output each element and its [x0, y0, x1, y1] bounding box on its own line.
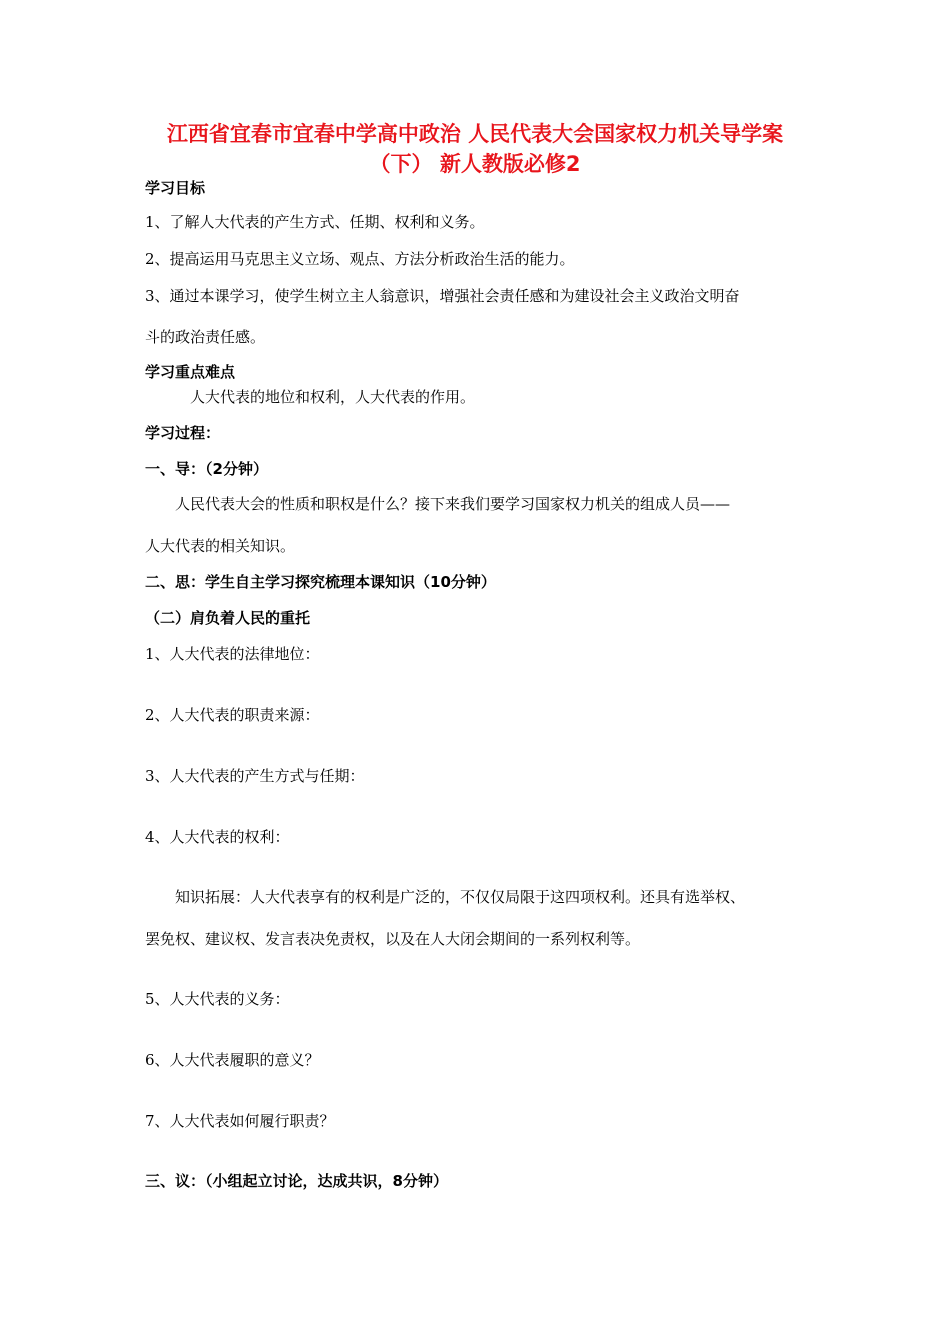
knowledge-extension-line1: 知识拓展：人大代表享有的权利是广泛的，不仅仅局限于这四项权利。还具有选举权、 [175, 888, 746, 906]
key-points-text: 人大代表的地位和权利，人大代表的作用。 [190, 388, 476, 406]
step1-text-line2: 人大代表的相关知识。 [145, 537, 296, 555]
step3-heading: 三、议：（小组起立讨论，达成共识，8分钟） [145, 1172, 448, 1190]
objective-item-2: 2、提高运用马克思主义立场、观点、方法分析政治生活的能力。 [145, 250, 575, 268]
question-7: 7、人大代表如何履行职责？ [145, 1112, 335, 1130]
objectives-heading: 学习目标 [145, 179, 206, 197]
question-2: 2、人大代表的职责来源： [145, 706, 320, 724]
question-4: 4、人大代表的权利： [145, 828, 290, 846]
objective-item-1: 1、了解人大代表的产生方式、任期、权利和义务。 [145, 213, 485, 231]
question-5: 5、人大代表的义务： [145, 990, 290, 1008]
objective-item-3-cont: 斗的政治责任感。 [145, 328, 266, 346]
question-6: 6、人大代表履职的意义？ [145, 1051, 320, 1069]
objective-item-3: 3、通过本课学习，使学生树立主人翁意识，增强社会责任感和为建设社会主义政治文明奋 [145, 287, 740, 305]
step2-subheading: （二）肩负着人民的重托 [145, 609, 311, 627]
process-heading: 学习过程： [145, 424, 221, 442]
key-points-heading: 学习重点难点 [145, 363, 236, 381]
knowledge-extension-line2: 罢免权、建议权、发言表决免责权，以及在人大闭会期间的一系列权利等。 [145, 930, 641, 948]
question-1: 1、人大代表的法律地位： [145, 645, 320, 663]
step1-text-line1: 人民代表大会的性质和职权是什么？接下来我们要学习国家权力机关的组成人员—— [175, 495, 731, 513]
document-title-line1: 江西省宜春市宜春中学高中政治 人民代表大会国家权力机关导学案 [166, 122, 784, 146]
document-title-line2: （下） 新人教版必修2 [369, 152, 581, 176]
step2-heading: 二、思：学生自主学习探究梳理本课知识（10分钟） [145, 573, 496, 591]
step1-heading: 一、导：（2分钟） [145, 460, 268, 478]
question-3: 3、人大代表的产生方式与任期： [145, 767, 365, 785]
